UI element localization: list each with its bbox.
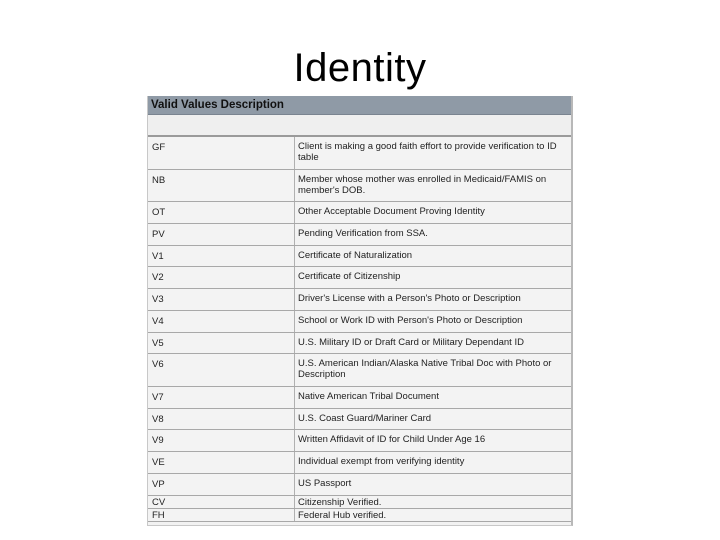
column-divider <box>294 509 295 521</box>
valid-values-table <box>147 96 573 526</box>
value-description: Other Acceptable Document Proving Identity <box>298 206 485 217</box>
table-row <box>148 246 571 268</box>
value-code: V2 <box>152 272 164 284</box>
table-row <box>148 311 571 333</box>
table-row <box>148 430 571 452</box>
value-description: Driver's License with a Person's Photo or Description <box>298 293 521 304</box>
column-divider <box>294 387 295 408</box>
table-row <box>148 267 571 289</box>
table-row <box>148 354 571 387</box>
column-divider <box>294 289 295 310</box>
column-divider <box>294 354 295 386</box>
slide-title: Identity <box>293 46 427 90</box>
value-code: OT <box>152 207 166 218</box>
table-row <box>148 202 571 224</box>
column-divider <box>294 333 295 354</box>
value-description: Member whose mother was enrolled in Medicaid/FAMIS on member's DOB. <box>298 173 547 196</box>
table-row <box>148 496 571 509</box>
table-header-spacer <box>148 115 571 137</box>
table-row <box>148 289 571 311</box>
table-header <box>148 96 571 115</box>
column-divider <box>294 430 295 451</box>
value-code: CV <box>152 496 166 508</box>
table-row <box>148 474 571 496</box>
value-description: Certificate of Naturalization <box>298 249 413 261</box>
table-row <box>148 224 571 246</box>
value-description: U.S. Military ID or Draft Card or Military Dependant ID <box>298 336 524 348</box>
column-divider <box>294 311 295 332</box>
table-header-text: Valid Values Description <box>151 99 284 111</box>
value-description: Pending Verification from SSA. <box>298 227 428 239</box>
value-code: V3 <box>152 294 164 305</box>
value-code: V6 <box>152 359 164 371</box>
value-description: School or Work ID with Person's Photo or Description <box>298 314 523 326</box>
value-code: V7 <box>152 391 164 403</box>
column-divider <box>294 202 295 223</box>
value-code: VP <box>152 478 165 490</box>
column-divider <box>294 170 295 202</box>
table-row <box>148 333 571 355</box>
value-code: PV <box>152 228 165 240</box>
value-code: V4 <box>152 315 164 327</box>
column-divider <box>294 452 295 473</box>
value-description: Individual exempt from verifying identity <box>298 456 465 467</box>
value-code: FH <box>152 509 165 521</box>
value-description: Citizenship Verified. <box>298 496 382 508</box>
column-divider <box>294 137 295 169</box>
value-description: Federal Hub verified. <box>298 509 387 521</box>
column-divider <box>294 496 295 508</box>
column-divider <box>294 267 295 288</box>
column-divider <box>294 409 295 430</box>
value-code: GF <box>152 142 166 153</box>
value-code: V9 <box>152 435 164 447</box>
table-row <box>148 137 571 170</box>
value-code: V8 <box>152 413 164 425</box>
value-code: VE <box>152 457 165 468</box>
value-code: V1 <box>152 250 164 262</box>
value-code: V5 <box>152 337 164 349</box>
value-description: Written Affidavit of ID for Child Under Age 16 <box>298 434 486 446</box>
value-description: Native American Tribal Document <box>298 390 439 402</box>
value-description: U.S. American Indian/Alaska Native Tribal Doc with Photo or Description <box>298 358 552 381</box>
value-description: US Passport <box>298 477 352 489</box>
table-row <box>148 170 571 203</box>
table-body <box>148 137 571 522</box>
value-description: Client is making a good faith effort to provide verification to ID table <box>298 141 557 163</box>
table-row <box>148 452 571 474</box>
value-description: U.S. Coast Guard/Mariner Card <box>298 412 432 424</box>
column-divider <box>294 246 295 267</box>
value-code: NB <box>152 174 166 186</box>
table-row <box>148 409 571 431</box>
column-divider <box>294 474 295 495</box>
value-description: Certificate of Citizenship <box>298 271 401 283</box>
table-row <box>148 387 571 409</box>
table-row <box>148 509 571 522</box>
column-divider <box>294 224 295 245</box>
